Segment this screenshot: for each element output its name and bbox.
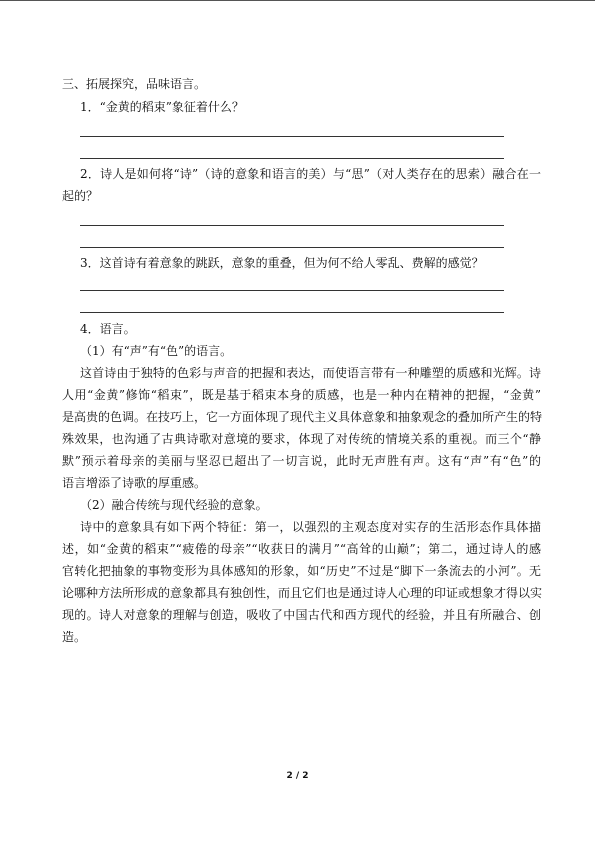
section-heading: 三、拓展探究，品味语言。 xyxy=(62,77,207,91)
paragraph-1-line: 默”预示着母亲的美丽与坚忍已超出了一切言说，此时无声胜有声。这有“声”有“色”的 xyxy=(62,454,541,468)
subsection-2-title: （2）融合传统与现代经验的意象。 xyxy=(80,498,268,512)
answer-line xyxy=(80,247,504,248)
question-1: 1．“金黄的稻束”象征着什么？ xyxy=(80,100,244,114)
answer-line xyxy=(80,225,504,226)
paragraph-2-line: 论哪种方法所形成的意象都具有独创性，而且它们也是通过诗人心理的印证或想象才得以实 xyxy=(62,586,543,600)
paragraph-2-line: 述，如“金黄的稻束”“疲倦的母亲”“收获日的满月”“高耸的山巅”；第二，通过诗人的感 xyxy=(62,542,541,556)
paragraph-1-line: 是高贵的色调。在技巧上，它一方面体现了现代主义具体意象和抽象观念的叠加所产生的特 xyxy=(62,410,543,424)
paragraph-1-line: 语言增添了诗歌的厚重感。 xyxy=(62,476,207,490)
paragraph-2-line: 现的。诗人对意象的理解与创造，吸收了中国古代和西方现代的经验，并且有所融合、创 xyxy=(62,608,541,622)
page-top-border xyxy=(0,0,595,1)
answer-line xyxy=(80,312,504,313)
paragraph-1-line: 人用“金黄”修饰“稻束”，既是基于稻束本身的质感，也是一种内在精神的把握，“金黄” xyxy=(62,388,541,402)
paragraph-1-line: 殊效果，也沟通了古典诗歌对意境的要求，体现了对传统的情境关系的重视。而三个“静 xyxy=(62,432,541,446)
question-3: 3．这首诗有着意象的跳跃，意象的重叠，但为何不给人零乱、费解的感觉？ xyxy=(80,256,484,270)
paragraph-1-line: 这首诗由于独特的色彩与声音的把握和表达，而使语言带有一种雕塑的质感和光辉。诗 xyxy=(80,366,541,380)
paragraph-2-line: 官转化把抽象的事物变形为具体感知的形象，如“历史”不过是“脚下一条流去的小河”。无 xyxy=(62,564,541,578)
question-4-title: 4．语言。 xyxy=(80,322,136,336)
paragraph-2-line: 造。 xyxy=(62,630,87,644)
page-number: 2 / 2 xyxy=(286,771,309,781)
answer-line xyxy=(80,290,504,291)
answer-line xyxy=(80,136,504,137)
subsection-1-title: （1）有“声”有“色”的语言。 xyxy=(80,344,233,358)
question-2-line-2: 起的？ xyxy=(62,189,99,203)
answer-line xyxy=(80,158,504,159)
paragraph-2-line: 诗中的意象具有如下两个特征：第一，以强烈的主观态度对实存的生活形态作具体描 xyxy=(80,520,541,534)
question-2-line-1: 2．诗人是如何将“诗”（诗的意象和语言的美）与“思”（对人类存在的思索）融合在一 xyxy=(80,167,541,181)
